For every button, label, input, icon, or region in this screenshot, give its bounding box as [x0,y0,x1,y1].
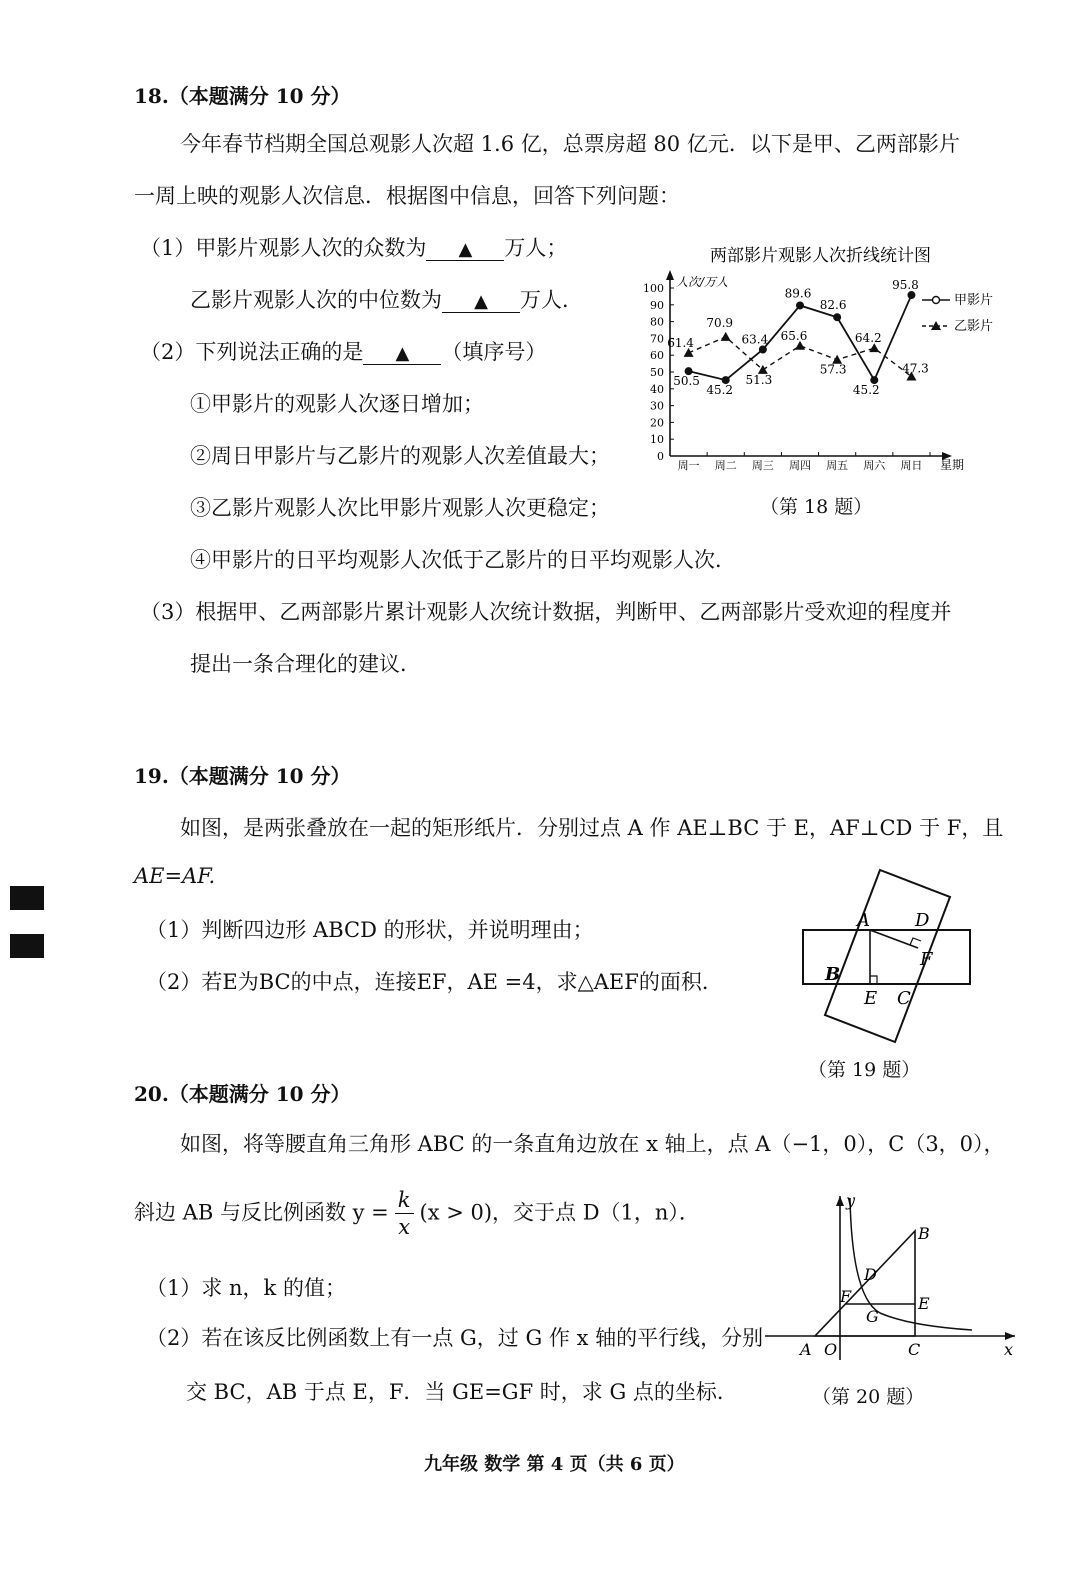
q18-option-2: ②周日甲影片与乙影片的观影人次差值最大； [190,444,610,468]
label-f: F [840,1287,852,1306]
y-tick-label: 70 [650,332,664,346]
label-c: C [897,988,911,1009]
chart-xlabel: 星期 [940,458,965,472]
q20-figure [760,1188,1025,1368]
q20-part2-line2: 交 BC，AB 于点 E，F．当 GE=GF 时，求 G 点的坐标． [186,1380,738,1404]
y-tick-label: 30 [650,399,664,413]
label-d: D [915,910,930,931]
label-b: B [918,1224,930,1243]
q20-heading: 20.（本题满分 10 分） [134,1082,351,1106]
answer-blank: ▲ [426,236,504,261]
label-b: B [825,964,841,985]
x-tick-label: 周日 [900,459,923,472]
y-axis-arrow [666,270,674,280]
label-f: F [920,949,933,970]
data-point-jia [796,301,804,309]
data-label: 65.6 [780,328,808,343]
q19-heading: 19.（本题满分 10 分） [134,764,351,788]
chart-title: 两部影片观影人次折线统计图 [710,246,931,266]
q18-intro-line2: 一周上映的观影人次信息．根据图中信息，回答下列问题： [134,184,680,208]
q18-caption: （第 18 题） [760,496,873,518]
y-axis-arrow [836,1196,844,1206]
legend-label: 甲影片 [954,293,994,308]
q18-line-chart [630,238,1010,488]
label-e: E [918,1294,930,1313]
q19-line1: 如图，是两张叠放在一起的矩形纸片．分别过点 A 作 AE⊥BC 于 E，AF⊥CD 于 F，且 [180,816,1004,840]
data-label: 45.2 [852,383,880,398]
y-tick-label: 90 [650,298,664,312]
legend-marker-circle [933,297,940,304]
q19-caption: （第 19 题） [808,1059,921,1081]
q20-line1: 如图，将等腰直角三角形 ABC 的一条直角边放在 x 轴上，点 A（−1，0），C（3，0）， [180,1132,1005,1156]
data-label: 82.6 [819,298,847,313]
y-tick-label: 20 [650,416,664,430]
answer-blank: ▲ [442,288,520,313]
y-tick-label: 50 [650,366,664,379]
right-angle-e [870,976,877,984]
q20-caption: （第 20 题） [812,1386,925,1408]
x-axis-arrow [1005,1332,1015,1340]
y-tick-label: 80 [650,315,664,329]
q18-intro-line1: 今年春节档期全国总观影人次超 1.6 亿，总票房超 80 亿元．以下是甲、乙两部影片 [180,132,960,156]
x-tick-label: 周四 [789,459,811,472]
y-tick-label: 10 [650,433,664,447]
q18-part2: （2）下列说法正确的是 ▲ （填序号） [140,340,547,364]
label-o: O [824,1340,838,1359]
q18-option-1: ①甲影片的观影人次逐日增加； [190,392,484,416]
label-x: x [1004,1340,1014,1359]
x-tick-label: 周一 [677,459,700,472]
label-a: A [857,910,870,931]
q18-part3-line1: （3）根据甲、乙两部影片累计观影人次统计数据，判断甲、乙两部影片受欢迎的程度并 [140,600,952,624]
x-tick-label: 周五 [826,459,849,472]
q19-line2: AE=AF. [134,864,216,888]
x-tick-label: 周六 [863,459,886,472]
data-label: 45.2 [706,383,734,398]
data-label: 51.3 [745,372,773,387]
segment-af [870,930,918,948]
data-label: 95.8 [892,278,919,293]
q18-part3-line2: 提出一条合理化的建议． [190,652,421,676]
q20-part1: （1）求 n，k 的值； [146,1276,346,1300]
data-label: 50.5 [673,374,700,389]
data-point-jia [759,345,767,353]
label-d: D [864,1265,877,1284]
data-point-jia [907,291,915,299]
data-label: 89.6 [784,286,812,301]
scan-mark-lower [10,934,44,958]
data-label: 64.2 [854,331,882,346]
right-angle-f [910,938,921,945]
label-g: G [866,1307,879,1326]
data-label: 57.3 [819,362,847,377]
y-tick-label: 60 [650,349,664,363]
label-c: C [908,1340,921,1359]
label-a: A [800,1340,812,1359]
page-footer: 九年级 数学 第 4 页（共 6 页） [424,1454,685,1475]
q18-part1-mode: （1）甲影片观影人次的众数为 ▲ 万人； [140,236,568,260]
q20-part2-line1: （2）若在该反比例函数上有一点 G，过 G 作 x 轴的平行线，分别 [146,1326,764,1350]
x-tick-label: 周二 [714,459,737,472]
q18-part1-median: 乙影片观影人次的中位数为 ▲ 万人． [190,288,583,312]
data-point-jia [833,313,841,321]
legend-label: 乙影片 [954,319,994,334]
q18-option-3: ③乙影片观影人次比甲影片观影人次更稳定； [190,496,610,520]
q19-figure [795,862,980,1052]
x-tick-label: 周三 [751,459,774,472]
data-label: 47.3 [902,361,929,376]
q18-heading: 18.（本题满分 10 分） [134,84,351,108]
data-label: 61.4 [667,335,694,350]
label-e: E [864,988,878,1009]
q19-part1: （1）判断四边形 ABCD 的形状，并说明理由； [146,918,594,942]
q19-part2: （2）若E为BC的中点，连接EF，AE =4，求△AEF的面积． [146,970,723,994]
chart-ylabel: 人次/万人 [676,275,729,289]
y-tick-label: 100 [643,282,664,295]
answer-blank: ▲ [363,340,441,365]
q20-line2: 斜边 AB 与反比例函数 y = $\frac{k}{x}$ (x > 0)，交于点 D（1，n）． [134,1188,700,1239]
fraction-k-over-x: $\frac{k}{x}$ [395,1190,414,1238]
label-y: y [846,1191,856,1210]
y-tick-label: 0 [657,450,664,463]
data-label: 63.4 [741,332,769,347]
scan-mark-upper [10,886,44,910]
data-label: 70.9 [706,315,734,330]
data-point-yi [721,332,731,341]
q18-option-4: ④甲影片的日平均观影人次低于乙影片的日平均观影人次． [190,548,736,572]
y-tick-label: 40 [650,382,664,396]
